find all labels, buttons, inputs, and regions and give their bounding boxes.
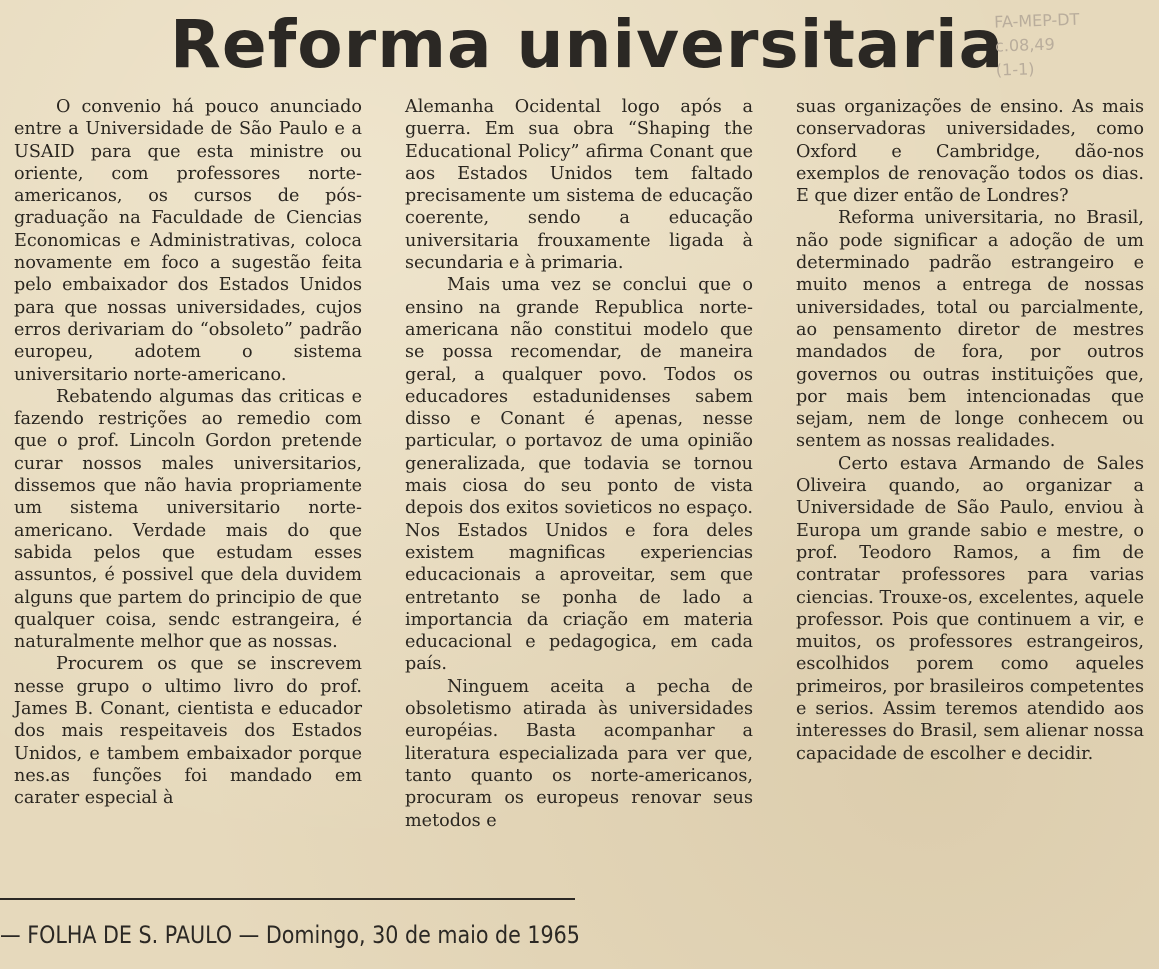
archive-note-line1: FA-MEP-DT (993, 9, 1080, 32)
newspaper-footer: — FOLHA DE S. PAULO — Domingo, 30 de maio de 1965 (0, 921, 580, 949)
footer-rule (0, 898, 575, 900)
article-column-2 (405, 96, 753, 832)
paragraph: O convenio há pouco anunciado entre a Universidade de São Paulo e a USAID para que esta ministre ou oriente, com professores norte-americanos, os cursos de pós-graduação na Faculdade de Ciencias Economicas e Administrativas, coloca novamente em foco a sugestão feita pelo embaixador dos Estados Unidos para que nossas universidades, cujos erros derivariam do “obsoleto” padrão europeu, adotem o sistema universitario norte-americano. (14, 97, 362, 385)
paragraph: Ninguem aceita a pecha de obsoletismo atirada às universidades européias. Basta acompanhar a literatura especializada para ver que, tanto quanto os norte-americanos, procuram os europeus renovar seus metodos e (405, 676, 753, 831)
archive-note-line3: (1-1) (995, 59, 1035, 80)
paragraph: Alemanha Ocidental logo após a guerra. Em sua obra “Shaping the Educational Policy” afirma Conant que aos Estados Unidos tem faltado precisamente um sistema de educação coerente, sendo a educação universitaria frouxamente ligada à secundaria e à primaria. (405, 97, 753, 274)
archive-note (994, 5, 1146, 82)
article-column-3 (796, 96, 1144, 765)
paragraph: Mais uma vez se conclui que o ensino na grande Republica norte-americana não constitui modelo que se possa recomendar, de maneira geral, a qualquer povo. Todos os educadores estadunidenses sabem disso e Conant é apenas, nesse particular, o portavoz de uma opinião generalizada, que todavia se tornou mais ciosa do seu ponto de vista depois dos exitos sovieticos no espaço. Nos Estados Unidos e fora deles existem magnificas experiencias educacionais a aproveitar, sem que entretanto se ponha de lado a importancia da criação em materia educacional e pedagogica, em cada país. (405, 275, 753, 675)
paragraph: Procurem os que se inscrevem nesse grupo o ultimo livro do prof. James B. Conant, cientista e educador dos mais respeitaveis dos Estados Unidos, e tambem embaixador porque nes.as funções foi mandado em carater especial à (14, 654, 362, 809)
paragraph: Certo estava Armando de Sales Oliveira quando, ao organizar a Universidade de São Paulo, enviou à Europa um grande sabio e mestre, o prof. Teodoro Ramos, a fim de contratar professores para varias ciencias. Trouxe-os, excelentes, aquele professor. Pois que continuem a vir, e muitos, os professores estrangeiros, escolhidos porem como aqueles primeiros, por brasileiros competentes e serios. Assim teremos atendido aos interesses do Brasil, sem alienar nossa capacidade de escolher e decidir. (796, 453, 1144, 764)
paragraph: Rebatendo algumas das criticas e fazendo restrições ao remedio com que o prof. Lincoln Gordon pretende curar nossos males universitarios, dissemos que não havia propriamente um sistema universitario norte-americano. Verdade mais do que sabida pelos que estudam esses assuntos, é possivel que dela duvidem alguns que partem do principio de que qualquer coisa, sendc estrangeira, é naturalmente melhor que as nossas. (14, 386, 362, 653)
article-column-1 (14, 96, 362, 810)
archive-note-line2: c.08,49 (994, 34, 1056, 56)
headline: Reforma universitaria (170, 6, 1005, 83)
paragraph: Reforma universitaria, no Brasil, não pode significar a adoção de um determinado padrão estrangeiro e muito menos a entrega de nossas universidades, total ou parcialmente, ao pensamento diretor de mestres mandados de fora, por outros governos ou outras instituições que, por mais bem intencionadas que sejam, nem de longe conhecem ou sentem as nossas realidades. (796, 208, 1144, 452)
paragraph: suas organizações de ensino. As mais conservadoras universidades, como Oxford e Cambridge, dão-nos exemplos de renovação todos os dias. E que dizer então de Londres? (796, 97, 1144, 207)
